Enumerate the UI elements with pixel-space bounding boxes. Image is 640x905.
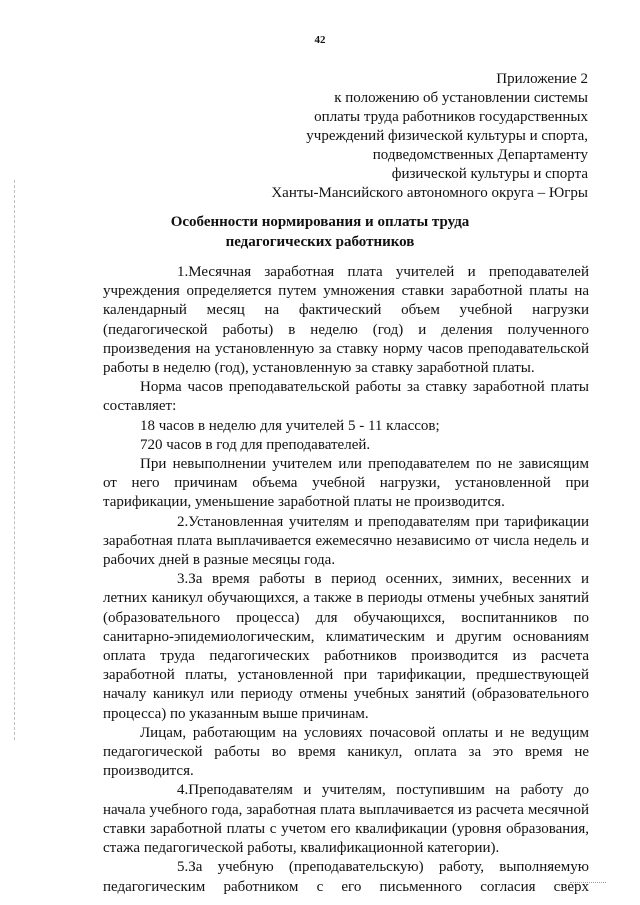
paragraph-number: 2.	[177, 513, 189, 530]
paragraph-8: Лицам, работающим на условиях почасовой оплаты и не ведущим педагогической работы во время каникул, оплата за это время не производится.	[103, 724, 589, 780]
paragraph-number: 4.	[177, 782, 189, 799]
paragraph-1	[103, 263, 589, 378]
paragraph-9	[103, 781, 589, 858]
document-body	[103, 263, 589, 897]
paragraph-2: Норма часов преподавательской работы за ставку заработной платы составляет:	[103, 379, 589, 415]
scan-corner-mark	[570, 882, 606, 883]
appendix-line: оплаты труда работников государственных	[314, 109, 588, 125]
paragraph-number: 3.	[177, 571, 189, 588]
appendix-line: физической культуры и спорта	[391, 166, 588, 182]
paragraph-4: 720 часов в год для преподавателей.	[140, 436, 371, 453]
paragraph-number: 1.	[177, 264, 189, 280]
paragraph-text: За время работы в период осенних, зимних, весенних и летних каникул обучающихся, а также в периоды отмены учебных занятий (образовательного процесса) для обучающихся, воспитанников по санитарно-эпидемиологическим, климатическим и другим основаниям оплата труда педагогических работников производится из расчета заработной платы, установленной при тарификации, предшествующей началу каникул или периоду отмены учебных занятий (образовательного процесса) по указанным выше причинам.	[103, 571, 589, 722]
title-line-2: педагогических работников	[225, 234, 415, 250]
title-line-1: Особенности нормирования и оплаты труда	[170, 214, 470, 230]
appendix-line: Приложение 2	[496, 71, 588, 87]
paragraph-text: Преподавателям и учителям, поступившим на работу до начала учебного года, заработная плата выплачивается из расчета месячной ставки заработной платы с учетом его квалификации (уровня образования, стажа педагогической работы, квалификационной категории).	[103, 782, 589, 857]
paragraph-number: 5.	[177, 859, 189, 876]
appendix-line: учреждений физической культуры и спорта,	[306, 128, 588, 144]
scan-margin-line	[14, 180, 15, 740]
page-number: 42	[314, 34, 326, 46]
paragraph-text: За учебную (преподавательскую) работу, выполняемую педагогическим работником с его письменного согласия сверх	[103, 859, 589, 895]
appendix-line: подведомственных Департаменту	[372, 147, 588, 163]
paragraph-5: При невыполнении учителем или преподавателем по не зависящим от него причинам объема учебной нагрузки, установленной при тарификации, уменьшение заработной платы не производится.	[103, 456, 589, 511]
appendix-line: к положению об установлении системы	[334, 90, 588, 106]
paragraph-7	[103, 570, 589, 724]
paragraph-3: 18 часов в неделю для учителей 5 - 11 классов;	[140, 417, 440, 434]
paragraph-text: Месячная заработная плата учителей и преподавателей учреждения определяется путем умножения ставки заработной платы на календарный месяц на фактический объем учебной нагрузки (педагогической работы) в неделю (год) и деления полученного произведения на установленную за ставку норму часов преподавательской работы в неделю (год), установленную за ставку заработной платы.	[103, 264, 589, 377]
paragraph-10	[103, 858, 589, 896]
appendix-header	[168, 70, 588, 203]
paragraph-6	[103, 513, 589, 571]
paragraph-text: Установленная учителям и преподавателям при тарификации заработная плата выплачивается ежемесячно независимо от числа недель и рабочих дней в разные месяцы года.	[103, 513, 589, 569]
document-title	[0, 212, 640, 252]
appendix-line: Ханты-Мансийского автономного округа – Югры	[271, 185, 588, 201]
